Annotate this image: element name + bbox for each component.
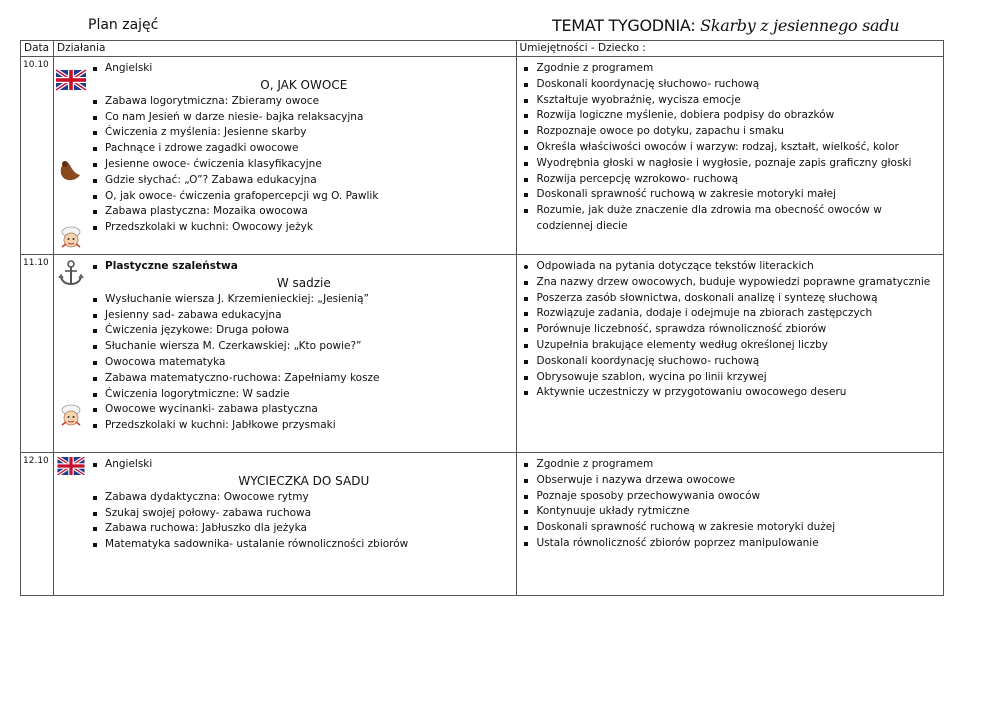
list-item: Pachnące i zdrowe zagadki owocowe xyxy=(92,141,516,157)
list-item: Zabawa plastyczna: Mozaika owocowa xyxy=(92,204,516,220)
list-item: Ćwiczenia logorytmiczne: W sadzie xyxy=(92,387,516,403)
list-item: Ćwiczenia z myślenia: Jesienne skarby xyxy=(92,125,516,141)
table-header-row xyxy=(21,41,944,57)
list-item: Wysłuchanie wiersza J. Krzemienieckiej: „Jesienią” xyxy=(92,292,516,308)
row-date: 12.10 xyxy=(21,453,54,596)
list-item: Przedszkolaki w kuchni: Owocowy jeżyk xyxy=(92,220,516,236)
plan-table xyxy=(20,40,944,596)
plan-title: Plan zajęć xyxy=(88,17,159,33)
table-row xyxy=(21,57,944,255)
list-item: Zabawa ruchowa: Jabłuszko dla jeżyka xyxy=(92,521,516,537)
list-item: Odpowiada na pytania dotyczące tekstów literackich xyxy=(521,259,943,275)
list-item: Przedszkolaki w kuchni: Jabłkowe przysmaki xyxy=(92,418,516,434)
list-item: Rozpoznaje owoce po dotyku, zapachu i smaku xyxy=(521,124,943,140)
list-item: Co nam Jesień w darze niesie- bajka relaksacyjna xyxy=(92,110,516,126)
list-item: Porównuje liczebność, sprawdza równoliczność zbiorów xyxy=(521,322,943,338)
list-item: Owocowa matematyka xyxy=(92,355,516,371)
list-item: Słuchanie wiersza M. Czerkawskiej: „Kto powie?” xyxy=(92,339,516,355)
list-item: Rozumie, jak duże znaczenie dla zdrowia ma obecność owoców w codziennej diecie xyxy=(521,203,943,235)
list-item: Poszerza zasób słownictwa, doskonali analizę i syntezę słuchową xyxy=(521,291,943,307)
list-item: Zna nazwy drzew owocowych, buduje wypowiedzi poprawne gramatycznie xyxy=(521,275,943,291)
skills-list xyxy=(517,57,943,235)
uk-flag-icon xyxy=(56,457,86,475)
list-item: Jesienne owoce- ćwiczenia klasyfikacyjne xyxy=(92,157,516,173)
list-item: Określa właściwości owoców i warzyw: rodzaj, kształt, wielkość, kolor xyxy=(521,140,943,156)
list-item: Uzupełnia brakujące elementy według określonej liczby xyxy=(521,338,943,354)
list-item: Doskonali koordynację słuchowo- ruchową xyxy=(521,77,943,93)
day-theme: W sadzie xyxy=(276,275,331,290)
list-item: Doskonali sprawność ruchową w zakresie motoryki dużej xyxy=(521,520,943,536)
list-item: Ćwiczenia językowe: Druga połowa xyxy=(92,323,516,339)
chef-icon xyxy=(56,225,86,251)
list-item: Aktywnie uczestniczy w przygotowaniu owocowego deseru xyxy=(521,385,943,401)
list-item: Ustala równoliczność zbiorów poprzez manipulowanie xyxy=(521,536,943,552)
list-item: Angielski xyxy=(92,61,516,77)
skills-cell xyxy=(516,453,943,596)
skills-list xyxy=(517,255,943,401)
list-item: Owocowe wycinanki- zabawa plastyczna xyxy=(92,402,516,418)
col-date-header: Data xyxy=(21,41,54,57)
list-item: Obrysowuje szablon, wycina po linii krzywej xyxy=(521,370,943,386)
list-item: Zabawa dydaktyczna: Owocowe rytmy xyxy=(92,490,516,506)
list-item: Poznaje sposoby przechowywania owoców xyxy=(521,489,943,505)
skills-cell xyxy=(516,57,943,255)
uk-flag-icon xyxy=(56,69,86,91)
day-theme: O, JAK OWOCE xyxy=(260,77,348,92)
list-item: Zabawa logorytmiczna: Zbieramy owoce xyxy=(92,94,516,110)
list-item: Doskonali koordynację słuchowo- ruchową xyxy=(521,354,943,370)
anchor-icon xyxy=(56,259,86,287)
list-item: Zgodnie z programem xyxy=(521,61,943,77)
list-item: Rozwija percepcję wzrokowo- ruchową xyxy=(521,172,943,188)
day-theme: WYCIECZKA DO SADU xyxy=(238,473,370,488)
activities-list xyxy=(54,57,516,236)
row-date: 10.10 xyxy=(21,57,54,255)
list-item: Rozwiązuje zadania, dodaje i odejmuje na zbiorach zastępczych xyxy=(521,306,943,322)
list-item: Jesienny sad- zabawa edukacyjna xyxy=(92,308,516,324)
activities-cell xyxy=(54,57,517,255)
list-item: Doskonali sprawność ruchową w zakresie motoryki małej xyxy=(521,187,943,203)
list-item: Obserwuje i nazywa drzewa owocowe xyxy=(521,473,943,489)
list-item: Zgodnie z programem xyxy=(521,457,943,473)
list-item: Wyodrębnia głoski w nagłosie i wygłosie, poznaje zapis graficzny głoski xyxy=(521,156,943,172)
table-row xyxy=(21,255,944,453)
theme-label: TEMAT TYGODNIA: xyxy=(552,16,696,35)
list-item: Gdzie słychać: „O”? Zabawa edukacyjna xyxy=(92,173,516,189)
list-item: Kształtuje wyobraźnię, wycisza emocje xyxy=(521,93,943,109)
list-item: Rozwija logiczne myślenie, dobiera podpisy do obrazków xyxy=(521,108,943,124)
list-item: Kontynuuje układy rytmiczne xyxy=(521,504,943,520)
activities-list xyxy=(54,453,516,553)
col-skills-header: Umiejętności - Dziecko : xyxy=(516,41,943,57)
chef-icon xyxy=(56,403,86,429)
list-item: Szukaj swojej połowy- zabawa ruchowa xyxy=(92,506,516,522)
list-item: Plastyczne szaleństwa xyxy=(92,259,516,275)
skills-list xyxy=(517,453,943,552)
theme-heading xyxy=(552,16,899,35)
nut-icon xyxy=(56,157,86,183)
list-item: Zabawa matematyczno-ruchowa: Zapełniamy kosze xyxy=(92,371,516,387)
activities-cell xyxy=(54,255,517,453)
table-row xyxy=(21,453,944,596)
col-activities-header: Działania xyxy=(54,41,517,57)
activities-cell xyxy=(54,453,517,596)
list-item: Matematyka sadownika- ustalanie równoliczności zbiorów xyxy=(92,537,516,553)
row-date: 11.10 xyxy=(21,255,54,453)
list-item: Angielski xyxy=(92,457,516,473)
skills-cell xyxy=(516,255,943,453)
page-header xyxy=(0,17,992,39)
theme-name: Skarby z jesiennego sadu xyxy=(700,16,900,35)
activities-list xyxy=(54,255,516,434)
list-item: O, jak owoce- ćwiczenia grafopercepcji wg O. Pawlik xyxy=(92,189,516,205)
